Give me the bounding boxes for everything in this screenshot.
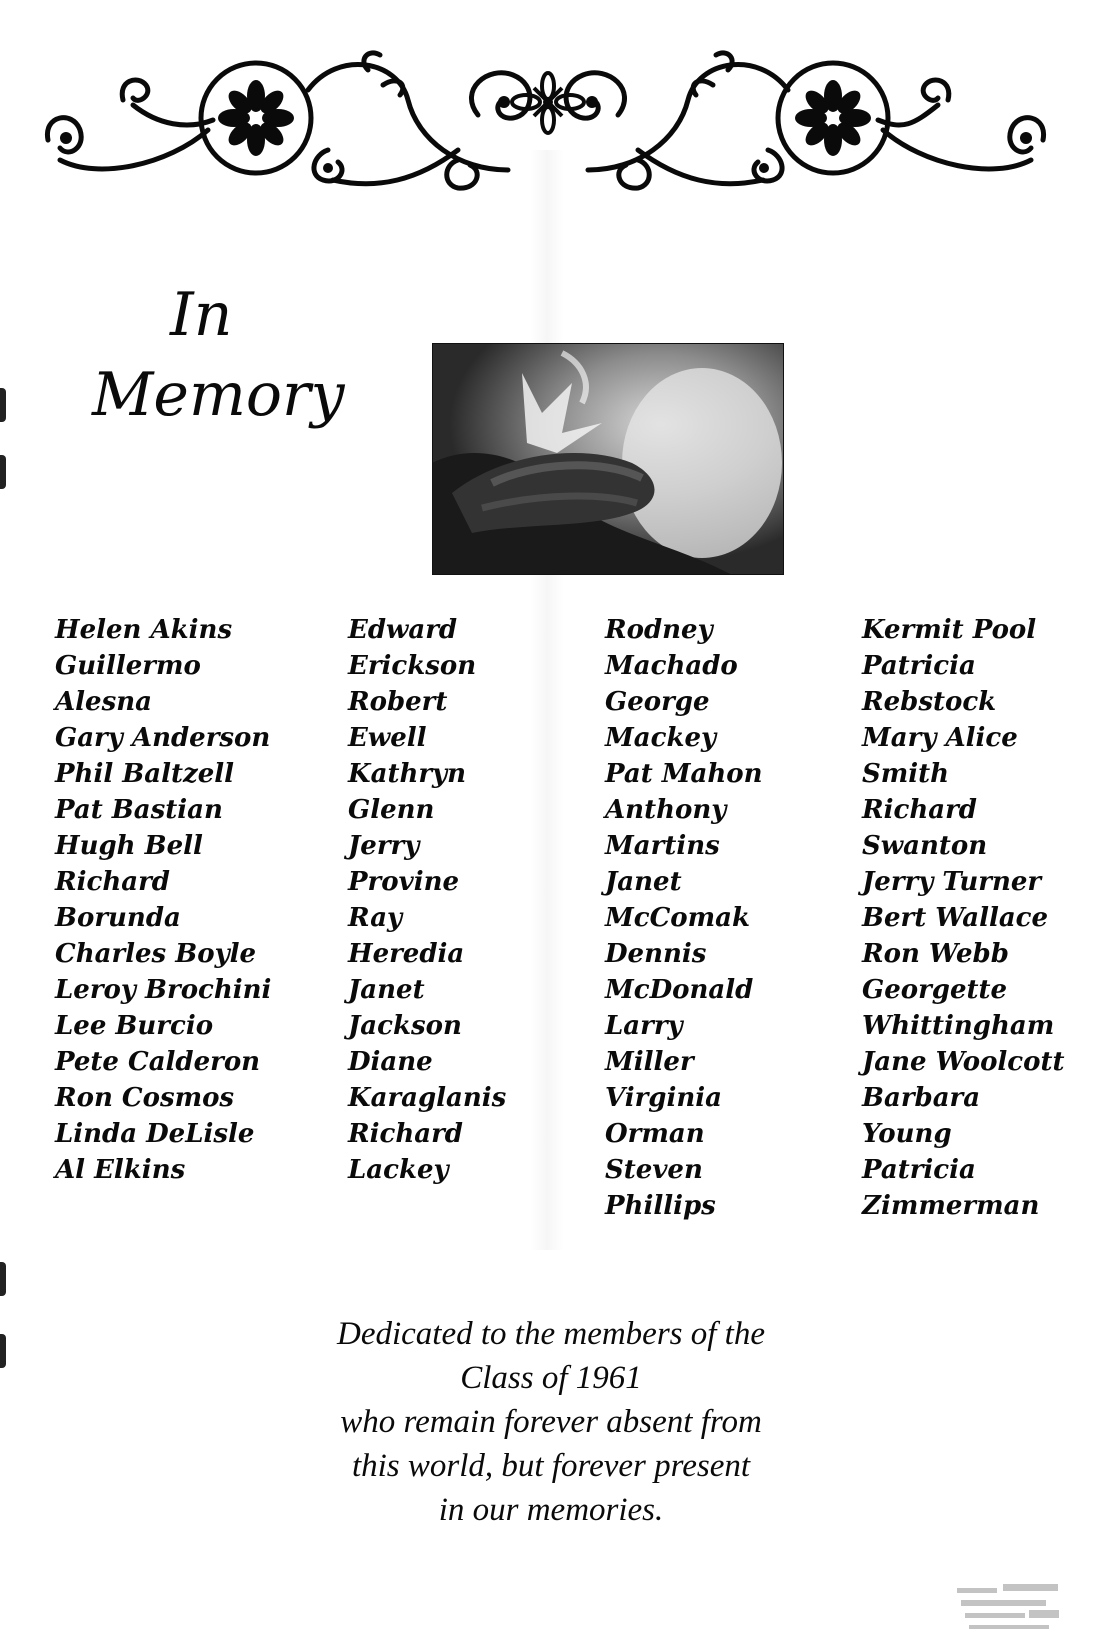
dedication-line: in our memories. <box>438 1492 664 1528</box>
name-entry: Pat Mahon <box>605 759 763 789</box>
name-entry: Hugh Bell <box>55 831 203 861</box>
floral-scroll-divider-icon <box>38 30 1058 200</box>
name-entry: Mackey <box>605 723 717 753</box>
name-entry: Ray <box>348 903 403 933</box>
name-entry: Helen Akins <box>55 615 233 645</box>
name-entry: Rodney <box>605 615 713 645</box>
name-entry: Lackey <box>348 1155 449 1185</box>
name-entry: Patricia <box>862 651 976 681</box>
name-entry: Machado <box>605 651 738 681</box>
name-entry: Steven <box>605 1155 703 1185</box>
dedication-line: Dedicated to the members of the <box>337 1316 765 1352</box>
name-entry: Richard <box>348 1119 463 1149</box>
name-entry: Jackson <box>348 1011 462 1041</box>
name-entry: Gary Anderson <box>55 723 271 753</box>
name-entry: Bert Wallace <box>862 903 1049 933</box>
name-entry: Kermit Pool <box>862 615 1037 645</box>
name-entry: Glenn <box>348 795 435 825</box>
name-entry: Dennis <box>605 939 707 969</box>
name-entry: Heredia <box>348 939 465 969</box>
name-entry: Zimmerman <box>862 1191 1040 1221</box>
name-entry: Pat Bastian <box>55 795 223 825</box>
name-entry: Mary Alice <box>862 723 1018 753</box>
faded-stamp-mark <box>955 1580 1065 1635</box>
name-entry: Ron Cosmos <box>55 1083 235 1113</box>
name-entry: Barbara <box>862 1083 981 1113</box>
name-entry: Smith <box>862 759 950 789</box>
name-entry: Leroy Brochini <box>55 975 272 1005</box>
names-column-2 <box>348 612 506 1188</box>
name-entry: Charles Boyle <box>55 939 257 969</box>
name-entry: Janet <box>605 867 682 897</box>
name-entry: Phillips <box>605 1191 716 1221</box>
binder-hole-mark <box>0 1334 6 1368</box>
name-entry: Patricia <box>862 1155 976 1185</box>
name-entry: Swanton <box>862 831 988 861</box>
name-entry: Larry <box>605 1011 683 1041</box>
name-entry: Miller <box>605 1047 694 1077</box>
names-column-1 <box>55 612 271 1188</box>
name-entry: Phil Baltzell <box>55 759 235 789</box>
heading-memory: Memory <box>92 360 345 430</box>
name-entry: Borunda <box>55 903 181 933</box>
binder-hole-mark <box>0 388 6 422</box>
name-entry: Jerry Turner <box>862 867 1042 897</box>
name-entry: Al Elkins <box>55 1155 186 1185</box>
name-entry: Diane <box>348 1047 433 1077</box>
name-entry: Richard <box>862 795 977 825</box>
name-entry: Guillermo <box>55 651 201 681</box>
dedication-line: who remain forever absent from <box>340 1404 762 1440</box>
name-entry: Linda DeLisle <box>55 1119 255 1149</box>
name-entry: Whittingham <box>862 1011 1055 1041</box>
names-column-4 <box>862 612 1064 1224</box>
name-entry: Pete Calderon <box>55 1047 261 1077</box>
name-entry: Anthony <box>605 795 727 825</box>
name-entry: Alesna <box>55 687 152 717</box>
name-entry: Jane Woolcott <box>862 1047 1065 1077</box>
names-column-3 <box>605 612 763 1224</box>
scan-shadow <box>530 150 564 1250</box>
name-entry: Provine <box>348 867 460 897</box>
name-entry: Lee Burcio <box>55 1011 214 1041</box>
name-entry: Orman <box>605 1119 705 1149</box>
name-entry: Martins <box>605 831 720 861</box>
name-entry: Richard <box>55 867 170 897</box>
name-entry: Jerry <box>348 831 420 861</box>
name-entry: Robert <box>348 687 448 717</box>
dedication-line: Class of 1961 <box>460 1360 642 1396</box>
name-entry: McDonald <box>605 975 754 1005</box>
name-entry: Rebstock <box>862 687 997 717</box>
name-entry: Edward <box>348 615 458 645</box>
name-entry: McComak <box>605 903 751 933</box>
name-entry: Virginia <box>605 1083 722 1113</box>
name-entry: Young <box>862 1119 952 1149</box>
hands-holding-flower-photo <box>432 343 784 575</box>
name-entry: George <box>605 687 710 717</box>
name-entry: Karaglanis <box>348 1083 507 1113</box>
name-entry: Janet <box>348 975 425 1005</box>
name-entry: Kathryn <box>348 759 467 789</box>
binder-hole-mark <box>0 455 6 489</box>
heading-in: In <box>170 280 233 350</box>
dedication-text <box>251 1312 851 1532</box>
name-entry: Erickson <box>348 651 477 681</box>
name-entry: Georgette <box>862 975 1008 1005</box>
binder-hole-mark <box>0 1262 6 1296</box>
dedication-line: this world, but forever present <box>351 1448 751 1484</box>
name-entry: Ewell <box>348 723 427 753</box>
name-entry: Ron Webb <box>862 939 1009 969</box>
